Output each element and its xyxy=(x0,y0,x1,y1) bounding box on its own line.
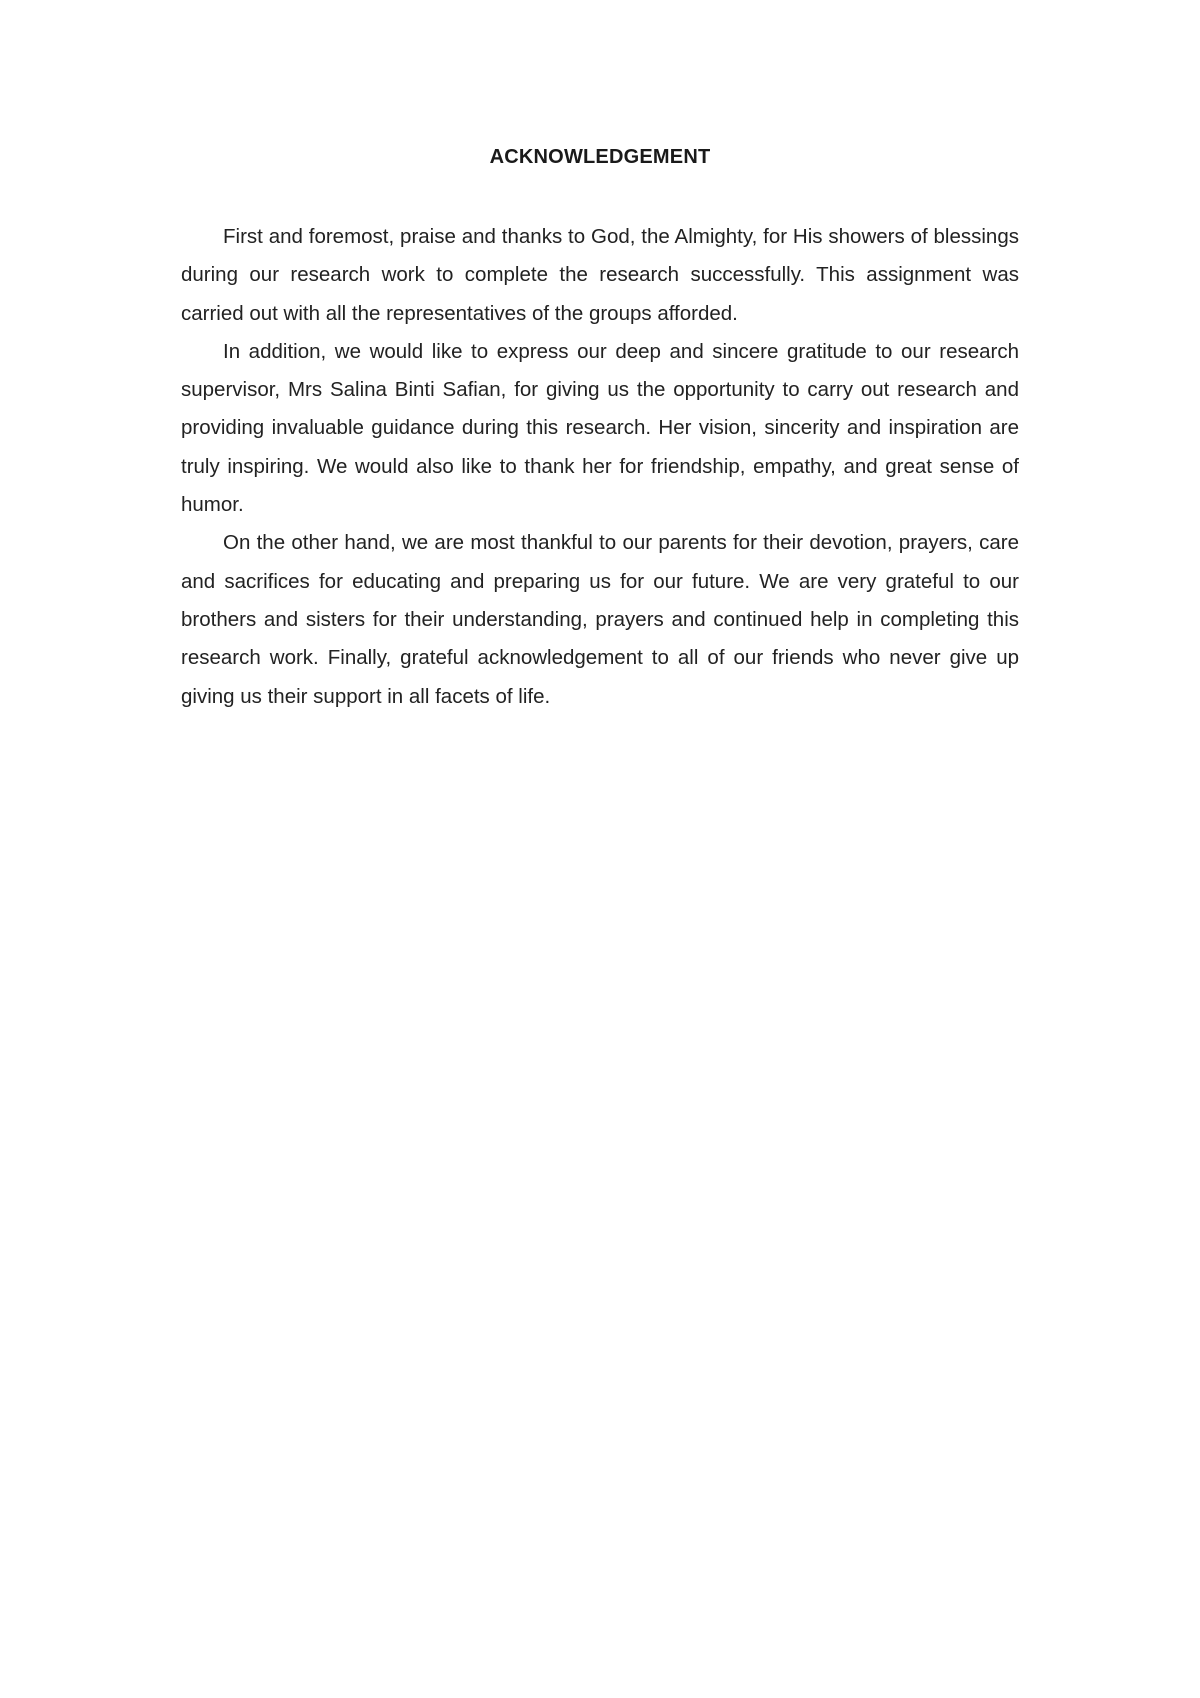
paragraph-2: In addition, we would like to express our deep and sincere gratitude to our research supervisor, Mrs Salina Binti Safian, for giving us the opportunity to carry out research and providing invaluable guidance during this research. Her vision, sincerity and inspiration are truly inspiring. We would also like to thank her for friendship, empathy, and great sense of humor. xyxy=(181,339,1019,517)
paragraph-1: First and foremost, praise and thanks to God, the Almighty, for His showers of blessings during our research work to complete the research successfully. This assignment was carried out with all the representatives of the groups afforded. xyxy=(181,225,1019,325)
page-title: ACKNOWLEDGEMENT xyxy=(489,146,711,168)
body-text xyxy=(181,218,1019,716)
paragraph-3: On the other hand, we are most thankful to our parents for their devotion, prayers, care and sacrifices for educating and preparing us for our future. We are very grateful to our brothers and sisters for their understanding, prayers and continued help in completing this research work. Finally, grateful acknowledgement to all of our friends who never give up giving us their support in all facets of life. xyxy=(181,531,1019,708)
